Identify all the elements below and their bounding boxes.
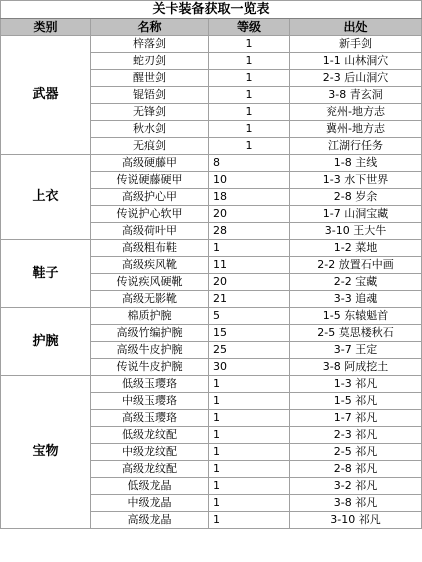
item-source-cell: 2-3 祁凡: [290, 427, 422, 444]
item-level-cell: 11: [209, 257, 290, 274]
item-level-cell: 1: [209, 36, 290, 53]
item-level-cell: 1: [209, 495, 290, 512]
item-level-cell: 1: [209, 410, 290, 427]
item-source-cell: 2-5 莫思楼秋石: [290, 325, 422, 342]
item-source-cell: 1-7 山洞宝藏: [290, 206, 422, 223]
item-level-cell: 25: [209, 342, 290, 359]
item-name-cell: 传说护心软甲: [91, 206, 209, 223]
item-name-cell: 低级龙纹配: [91, 427, 209, 444]
table-row: [1, 36, 422, 53]
item-name-cell: 中级龙晶: [91, 495, 209, 512]
item-source-cell: 新手剑: [290, 36, 422, 53]
item-name-cell: 高级龙晶: [91, 512, 209, 529]
item-level-cell: 1: [209, 121, 290, 138]
header-category: 类别: [1, 19, 91, 36]
item-source-cell: 2-8 祁凡: [290, 461, 422, 478]
item-name-cell: 高级疾风靴: [91, 257, 209, 274]
item-level-cell: 10: [209, 172, 290, 189]
item-name-cell: 低级龙晶: [91, 478, 209, 495]
item-source-cell: 3-10 王大牛: [290, 223, 422, 240]
item-level-cell: 18: [209, 189, 290, 206]
item-source-cell: 1-5 东辕魁首: [290, 308, 422, 325]
table-row: [1, 155, 422, 172]
item-name-cell: 醒世剑: [91, 70, 209, 87]
item-source-cell: 3-8 青玄洞: [290, 87, 422, 104]
item-source-cell: 2-3 后山洞穴: [290, 70, 422, 87]
item-name-cell: 传说牛皮护腕: [91, 359, 209, 376]
item-level-cell: 1: [209, 87, 290, 104]
item-name-cell: 高级牛皮护腕: [91, 342, 209, 359]
item-source-cell: 1-5 祁凡: [290, 393, 422, 410]
item-name-cell: 棉质护腕: [91, 308, 209, 325]
item-name-cell: 高级硬藤甲: [91, 155, 209, 172]
item-source-cell: 1-7 祁凡: [290, 410, 422, 427]
item-level-cell: 1: [209, 427, 290, 444]
item-source-cell: 江湖行任务: [290, 138, 422, 155]
table-row: [1, 376, 422, 393]
header-source: 出处: [290, 19, 422, 36]
item-source-cell: 2-8 岁余: [290, 189, 422, 206]
item-source-cell: 兖州-地方志: [290, 104, 422, 121]
category-cell: 上衣: [1, 155, 91, 240]
category-cell: 宝物: [1, 376, 91, 529]
category-cell: 武器: [1, 36, 91, 155]
item-name-cell: 高级玉璎珞: [91, 410, 209, 427]
item-source-cell: 3-7 王定: [290, 342, 422, 359]
header-row: [1, 19, 422, 36]
item-name-cell: 无痕剑: [91, 138, 209, 155]
item-level-cell: 20: [209, 274, 290, 291]
item-level-cell: 1: [209, 512, 290, 529]
item-level-cell: 1: [209, 240, 290, 257]
item-level-cell: 1: [209, 376, 290, 393]
item-name-cell: 高级荷叶甲: [91, 223, 209, 240]
item-name-cell: 秋水剑: [91, 121, 209, 138]
item-level-cell: 5: [209, 308, 290, 325]
item-name-cell: 梓落剑: [91, 36, 209, 53]
item-level-cell: 15: [209, 325, 290, 342]
sheet-title: 关卡装备获取一览表: [1, 1, 422, 19]
item-name-cell: 传说硬藤硬甲: [91, 172, 209, 189]
item-level-cell: 1: [209, 444, 290, 461]
item-source-cell: 2-2 宝藏: [290, 274, 422, 291]
item-source-cell: 3-8 祁凡: [290, 495, 422, 512]
item-name-cell: 高级粗布鞋: [91, 240, 209, 257]
item-name-cell: 高级竹编护腕: [91, 325, 209, 342]
item-level-cell: 8: [209, 155, 290, 172]
item-source-cell: 1-3 祁凡: [290, 376, 422, 393]
item-name-cell: 中级玉璎珞: [91, 393, 209, 410]
item-level-cell: 1: [209, 53, 290, 70]
item-source-cell: 2-5 祁凡: [290, 444, 422, 461]
item-source-cell: 1-3 水下世界: [290, 172, 422, 189]
title-row: [1, 1, 422, 19]
item-name-cell: 传说疾风硬靴: [91, 274, 209, 291]
item-source-cell: 1-1 山林洞穴: [290, 53, 422, 70]
item-source-cell: 1-8 主线: [290, 155, 422, 172]
item-level-cell: 1: [209, 70, 290, 87]
item-name-cell: 高级龙纹配: [91, 461, 209, 478]
table-row: [1, 308, 422, 325]
item-level-cell: 1: [209, 393, 290, 410]
item-level-cell: 30: [209, 359, 290, 376]
item-level-cell: 1: [209, 478, 290, 495]
table-body: [1, 36, 422, 529]
header-name: 名称: [91, 19, 209, 36]
header-level: 等级: [209, 19, 290, 36]
item-level-cell: 1: [209, 461, 290, 478]
item-source-cell: 冀州-地方志: [290, 121, 422, 138]
item-source-cell: 3-3 追魂: [290, 291, 422, 308]
item-name-cell: 锟铻剑: [91, 87, 209, 104]
item-name-cell: 低级玉璎珞: [91, 376, 209, 393]
category-cell: 鞋子: [1, 240, 91, 308]
item-name-cell: 高级护心甲: [91, 189, 209, 206]
item-name-cell: 蛇刃剑: [91, 53, 209, 70]
item-source-cell: 2-2 放置石中画: [290, 257, 422, 274]
item-name-cell: 中级龙纹配: [91, 444, 209, 461]
item-name-cell: 高级无影靴: [91, 291, 209, 308]
category-cell: 护腕: [1, 308, 91, 376]
item-level-cell: 1: [209, 138, 290, 155]
item-name-cell: 无锋剑: [91, 104, 209, 121]
item-level-cell: 1: [209, 104, 290, 121]
item-level-cell: 20: [209, 206, 290, 223]
item-level-cell: 28: [209, 223, 290, 240]
item-source-cell: 3-8 阿成挖土: [290, 359, 422, 376]
item-level-cell: 21: [209, 291, 290, 308]
table-row: [1, 240, 422, 257]
item-source-cell: 3-10 祁凡: [290, 512, 422, 529]
item-source-cell: 3-2 祁凡: [290, 478, 422, 495]
item-source-cell: 1-2 菜地: [290, 240, 422, 257]
